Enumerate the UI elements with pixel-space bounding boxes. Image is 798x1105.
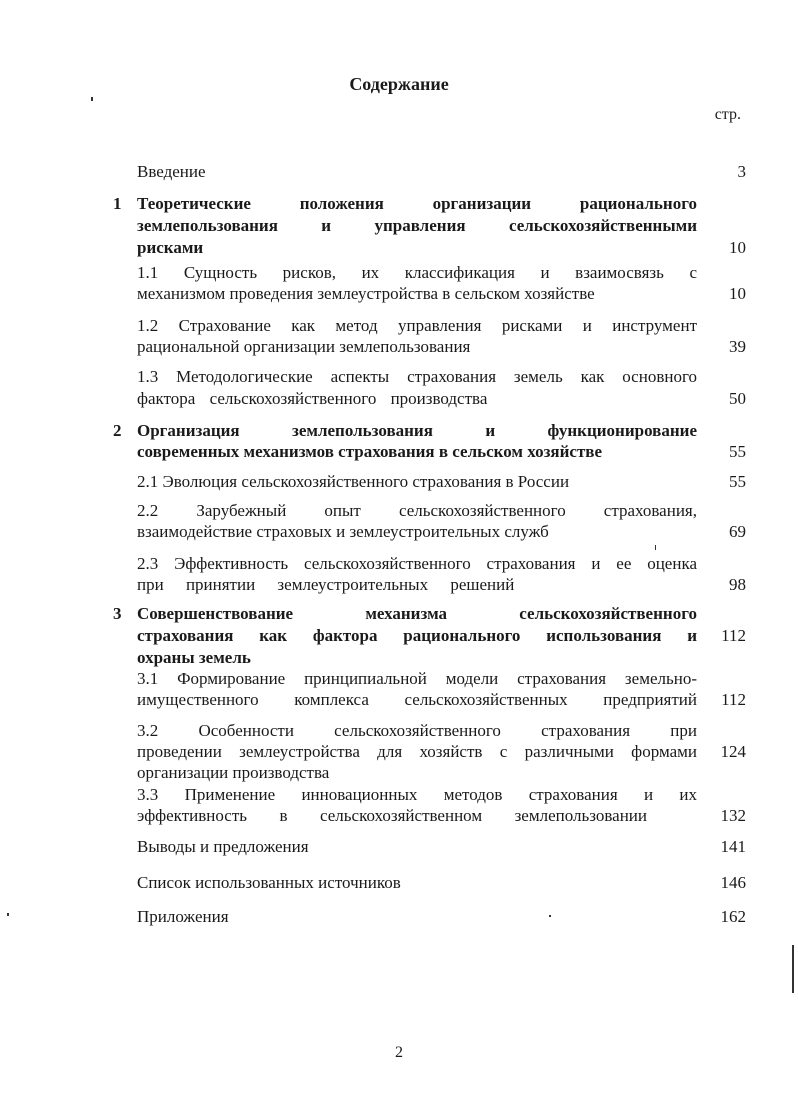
toc-entry-page: 112 — [721, 626, 746, 645]
toc-entry-page: 141 — [720, 837, 746, 856]
scan-speck — [549, 915, 551, 917]
toc-chapter-title[interactable]: Совершенствование механизма сельскохозяйственного — [137, 604, 697, 623]
page-column-label: стр. — [714, 106, 741, 123]
toc-section-title[interactable]: 2.1 Эволюция сельскохозяйственного страхования в России — [137, 472, 570, 491]
scan-edge-line — [792, 945, 794, 993]
toc-entry-appendices[interactable]: Приложения — [137, 907, 229, 926]
toc-chapter-title[interactable]: Теоретические положения организации рационального — [137, 194, 697, 213]
toc-section-title[interactable]: 3.2 Особенности сельскохозяйственного страхования при — [137, 721, 697, 740]
toc-entry-page: 55 — [729, 442, 746, 461]
toc-entry-page: 55 — [729, 472, 746, 491]
toc-entry-page: 124 — [720, 742, 746, 761]
toc-section-title[interactable]: 3.3 Применение инновационных методов страхования и их — [137, 785, 697, 804]
toc-section-title[interactable]: эффективность в сельскохозяйственном землепользовании — [137, 806, 647, 825]
chapter-number: 3 — [113, 604, 122, 623]
toc-entry-page: 132 — [720, 806, 746, 825]
chapter-number: 2 — [113, 421, 122, 440]
toc-section-title[interactable]: 2.2 Зарубежный опыт сельскохозяйственного страхования, — [137, 501, 697, 520]
toc-section-title[interactable]: 3.1 Формирование принципиальной модели страхования земельно- — [137, 669, 697, 688]
toc-entry-page: 112 — [721, 690, 746, 709]
page-number: 2 — [395, 1044, 403, 1061]
toc-entry-conclusions[interactable]: Выводы и предложения — [137, 837, 309, 856]
toc-section-title[interactable]: 1.1 Сущность рисков, их классификация и взаимосвязь с — [137, 263, 697, 282]
toc-entry-page: 10 — [729, 284, 746, 303]
toc-section-title[interactable]: проведении землеустройства для хозяйств с различными формами — [137, 742, 697, 761]
scan-speck — [91, 97, 93, 101]
toc-entry-page: 50 — [729, 389, 746, 408]
toc-section-title[interactable]: 2.3 Эффективность сельскохозяйственного страхования и ее оценка — [137, 554, 697, 573]
toc-entry-page: 3 — [737, 162, 746, 181]
toc-chapter-title[interactable]: рисками — [137, 238, 204, 257]
toc-section-title[interactable]: 1.3 Методологические аспекты страхования земель как основного — [137, 367, 697, 386]
toc-section-title[interactable]: организации производства — [137, 763, 330, 782]
toc-entry-page: 10 — [729, 238, 746, 257]
toc-entry-references[interactable]: Список использованных источников — [137, 873, 401, 892]
toc-section-title[interactable]: механизмом проведения землеустройства в сельском хозяйстве — [137, 284, 595, 303]
toc-section-title[interactable]: 1.2 Страхование как метод управления рисками и инструмент — [137, 316, 697, 335]
toc-section-title[interactable]: при принятии землеустроительных решений — [137, 575, 515, 594]
toc-entry-page: 98 — [729, 575, 746, 594]
toc-section-title[interactable]: фактора сельскохозяйственного производства — [137, 389, 488, 408]
toc-section-title[interactable]: имущественного комплекса сельскохозяйственных предприятий — [137, 690, 697, 709]
toc-entry-page: 146 — [720, 873, 746, 892]
toc-entry-intro[interactable] — [137, 161, 206, 183]
scan-speck — [7, 913, 9, 916]
chapter-number: 1 — [113, 194, 122, 213]
toc-chapter-title[interactable]: Организация землепользования и функционирование — [137, 421, 697, 440]
toc-chapter-title[interactable]: охраны земель — [137, 648, 251, 667]
toc-section-title[interactable]: рациональной организации землепользования — [137, 337, 471, 356]
page-title: Содержание — [349, 74, 449, 94]
toc-entry-page: 69 — [729, 522, 746, 541]
toc-entry-title: Введение — [137, 162, 206, 181]
toc-entry-page: 39 — [729, 337, 746, 356]
scan-speck — [655, 545, 656, 550]
toc-chapter-title[interactable]: современных механизмов страхования в сельском хозяйстве — [137, 442, 603, 461]
toc-chapter-title[interactable]: землепользования и управления сельскохозяйственными — [137, 216, 697, 235]
toc-section-title[interactable]: взаимодействие страховых и землеустроительных служб — [137, 522, 549, 541]
toc-entry-page: 162 — [720, 907, 746, 926]
toc-chapter-title[interactable]: страхования как фактора рационального использования и — [137, 626, 697, 645]
